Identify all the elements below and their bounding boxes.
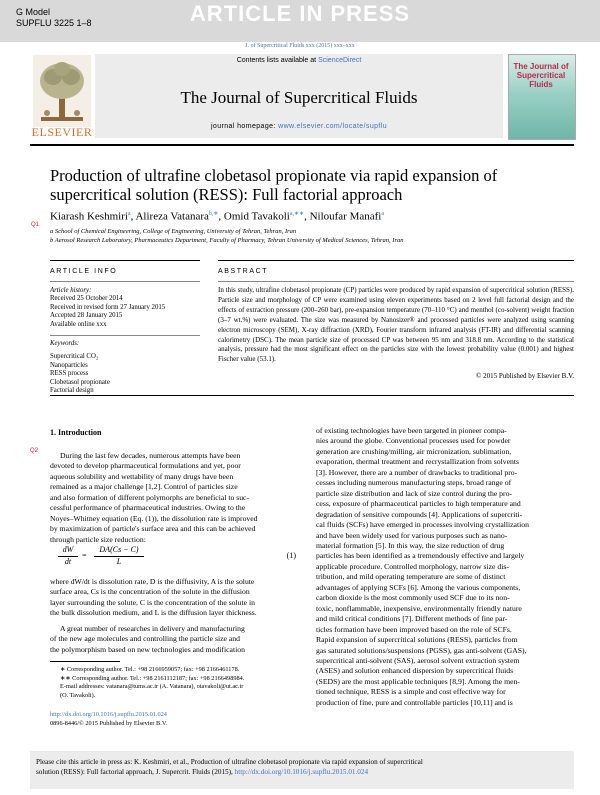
header-rule: [30, 144, 574, 146]
introduction-heading: 1. Introduction: [50, 428, 102, 437]
body-line: Rapid expansion of supercritical solutions (RESS), particles from: [316, 635, 518, 645]
body-line: applicable procedure. Controlled morphology, narrow size dis-: [316, 561, 509, 571]
body-line: tioned technique, RESS is a simple and cost effective way for: [316, 687, 506, 697]
banner-title: ARTICLE IN PRESS: [189, 1, 411, 26]
query-marker-q1[interactable]: Q1: [31, 222, 40, 228]
equation-rhs-num: DA(Cs − C): [99, 545, 139, 554]
equation-number: (1): [286, 551, 296, 560]
keyword: Factorial design: [50, 387, 94, 395]
body-line: cess, exposure of pharmaceutical particles to high temperature and: [316, 499, 521, 509]
equation-lhs-den: dt: [64, 557, 72, 566]
body-line: of existing technologies have been targeted in pioneer compa-: [316, 426, 507, 435]
noyes-whitney-equation: dW dt = DA(Cs − C) L (1): [50, 545, 296, 571]
citation-text: [36, 757, 568, 777]
body-line: cesses including numerous manufacturing steps, broad range of: [316, 478, 512, 488]
article-info-heading: ARTICLE INFO: [50, 268, 118, 275]
body-line: generation are crushing/milling, air micronization, sublimation,: [316, 446, 512, 456]
body-line: the polymorphism based on new technologies and modification: [50, 644, 245, 654]
footnote-rule: [50, 661, 120, 662]
body-line: During the last few decades, numerous attempts have been: [60, 451, 241, 460]
history-item: Accepted 28 January 2015: [50, 312, 123, 320]
body-line: cal fluids (SCFs) have emerged in processes involving crystallization: [316, 520, 529, 530]
query-marker-q2[interactable]: Q2: [30, 448, 39, 454]
keywords: [50, 340, 200, 395]
author-list: Kiarash Keshmiri$^a$, Alireza Vatanara$^{b,∗}$, Omid Tavakoli$^{a,∗∗}$, Niloufar Manafi$^a$: [50, 210, 385, 223]
equation-lhs-num: dW: [62, 545, 74, 554]
body-line: [3]. However, there are a number of drawbacks to traditional pro-: [316, 467, 518, 477]
body-line: and mild critical conditions [7]. Different methods of fine par-: [316, 614, 508, 624]
author-affil-marker[interactable]: a: [127, 211, 131, 217]
history-label: Article history:: [50, 287, 92, 294]
journal-homepage: [95, 123, 503, 130]
footnote-line: (O. Tavakoli).: [60, 691, 96, 699]
body-line: Noyes–Whitney equation (Eq. (1)), the dissolution rate is improved: [50, 513, 258, 523]
affiliation: a School of Chemical Engineering, College of Engineering, University of Tehran, Tehran, Iran: [50, 228, 297, 235]
keyword: RESS process: [50, 370, 89, 378]
footnote-line: ∗ Corresponding author. Tel.: +98 2166959057; fax: +98 2166461178.: [60, 666, 240, 673]
author-name[interactable]: Kiarash Keshmiri: [50, 210, 128, 223]
author-name[interactable]: Alireza Vatanara: [135, 210, 209, 223]
body-line: evaporation, thermal treatment and recrystallization from solvents: [316, 457, 520, 467]
history-item: Received 25 October 2014: [50, 295, 123, 303]
body-line: layer surrounding the solute, C is the concentration of the solute in: [50, 597, 255, 607]
body-line: by maximization of particle's surface area and this can be achieved: [50, 524, 256, 534]
gmodel-text: G Model: [16, 7, 51, 17]
body-line: tribution, and mild operating temperature are some of distinct: [316, 572, 506, 582]
body-line: and also formation of different polymorphs are beneficial to suc-: [50, 492, 250, 502]
journal-reference[interactable]: J. of Supercritical Fluids xxx (2015) xxx–xxx: [245, 43, 355, 49]
doi-link[interactable]: http://dx.doi.org/10.1016/j.supflu.2015.01.024: [50, 711, 167, 718]
article-history: [50, 287, 200, 329]
elsevier-tree-icon: [33, 55, 91, 131]
abstract-heading: ABSTRACT: [218, 268, 269, 275]
gmodel-code: SUPFLU 3225 1–8: [16, 18, 92, 28]
body-line: advantages of applying SCFs [6]. Among the various components,: [316, 582, 521, 592]
abstract-copyright: © 2015 Published by Elsevier B.V.: [476, 372, 574, 380]
contents-prefix: Contents lists available at: [236, 57, 317, 64]
issn-line: 0896-8446/© 2015 Published by Elsevier B.V.: [50, 719, 168, 727]
body-line: the bulk dissolution medium, and L is the diffusion layer thickness.: [50, 608, 257, 618]
article-info-top-rule: [50, 260, 200, 261]
body-line: material formation [5]. In this way, the size reduction of drug: [316, 540, 505, 550]
body-line: (ASES) and solution enhanced dispersion by supercritical fluids: [316, 666, 514, 676]
body-line: nies around the globe. Conventional processes used for powder: [316, 436, 511, 446]
doi-block: [50, 711, 296, 728]
body-line: of the new age molecules and controlling the particle size and: [50, 634, 240, 644]
body-line: devoted to develop pharmaceutical formulations and yet, poor: [50, 461, 241, 471]
article-title: Production of ultrafine clobetasol propionate via rapid expansion of supercritical solution (RESS): Full factorial approach: [50, 166, 498, 204]
author-affil-marker[interactable]: a: [381, 211, 385, 217]
citation-line-2: solution (RESS): Full factorial approach, J. Supercrit. Fluids (2015),: [36, 768, 233, 776]
body-line: toxic, nonflammable, inexpensive, environmentally friendly nature: [316, 603, 522, 613]
keyword: Clobetasol propionate: [50, 378, 110, 386]
keywords-label: Keywords:: [50, 340, 80, 347]
body-line: cessful performance of pharmaceutical industries. Owing to the: [50, 503, 246, 513]
intro-left-column: [50, 451, 296, 545]
footnotes: [60, 666, 296, 700]
body-line: degradation of sensitive compounds [4]. Applications of supercriti-: [316, 509, 523, 519]
author-name[interactable]: Omid Tavakoli: [223, 210, 290, 223]
body-line: through particle size reduction:: [50, 534, 146, 544]
footnote-line: ∗∗ Corresponding author. Tel.: +98 2161112187; fax: +98 2166498984.: [60, 674, 245, 682]
affiliation: b Aerosol Research Laboratory, Pharmaceutics Department, Faculty of Pharmacy, Tehran University of Medical Sciences, Tehran, Iran: [50, 237, 404, 244]
intro-right-column: [316, 426, 574, 708]
body-line: supercritical anti-solvent (SAS), aerosol solvent extraction system: [316, 655, 520, 665]
body-line: particle size distribution and lack of size control during the pro-: [316, 488, 512, 498]
homepage-link[interactable]: www.elsevier.com/locate/supflu: [278, 123, 388, 130]
intro-left-column-continued: [50, 577, 296, 655]
body-line: (SEDS) are the most applicable techniques [8,9]. Among the men-: [316, 676, 520, 686]
citation-line-1: Please cite this article in press as: K. Keshmiri, et al., Production of ultrafine clobetasol propionate via rapid expansion of supercritical: [36, 758, 423, 766]
body-line: remained as a major challenge [1,2]. Control of particles size: [50, 482, 238, 492]
body-line: gas saturated solutions/suspensions (PGSS), gas anti-solvent (GAS),: [316, 645, 527, 655]
journal-title: The Journal of Supercritical Fluids: [180, 88, 418, 107]
author-affil-marker[interactable]: a,∗∗: [289, 211, 305, 217]
abstract-text: In this study, ultrafine clobetasol propionate (CP) particles were produced by rapid expansion of supercritical solution (RESS). Particle size and morphology of CP were examined using eleven experiments based on 2 level full factorial design and the effects of extraction pressure (200–260 bar), pre-expansion temperature (70–110 °C) and menthol (co-solvent) weight fraction (3–7 wt.%) were evaluated. The size was measured by Nanosizer® and processed particles were analyzed using scanning electron microscopy (SEM), X-ray diffraction (XRD), Fourier transform infrared analysis (FT-IR) and differential scanning calorimetry (DSC). The mean particle size of processed CP was between 95 nm and 318.8 nm. According to the statistical analysis, pressure had the most significant effect on the particles size with the lowest probability value (0.001) and highest Fischer value (53.1).: [218, 286, 574, 364]
body-line: particles has been identified as a tremendously effective and largely: [316, 551, 525, 561]
abstract-top-rule: [218, 260, 574, 261]
keyword: Supercritical CO₂: [50, 353, 99, 361]
sciencedirect-link[interactable]: ScienceDirect: [318, 57, 362, 64]
body-line: ticles formation have been improved based on the role of SCFs.: [316, 624, 512, 634]
homepage-label: journal homepage:: [210, 123, 276, 130]
body-line: production of fine, pure and controllable particles [10,11] and is: [316, 697, 513, 707]
equation-rhs-den: L: [116, 557, 122, 566]
cover-title: The Journal of Supercritical Fluids: [513, 62, 569, 89]
article-info-divider: [50, 281, 200, 282]
body-line: carbon dioxide is the most commonly used SCF due to its non-: [316, 593, 510, 603]
abstract-bottom-rule: [50, 395, 574, 396]
body-line: surface area, Cs is the concentration of the solute in the diffusion: [50, 587, 250, 597]
abstract-divider: [218, 281, 574, 282]
history-item: Available online xxx: [50, 320, 107, 328]
body-line: aqueous solubility and wettability of many drugs have been: [50, 471, 234, 481]
history-item: Received in revised form 27 January 2015: [50, 303, 166, 311]
body-line: where dW/dt is dissolution rate, D is the diffusivity, A is the solute: [50, 577, 255, 586]
keyword: Nanoparticles: [50, 361, 88, 369]
body-line: and have been widely used for various purposes such as nano-: [316, 530, 508, 540]
footnote-line[interactable]: E-mail addresses: vatanara@tums.ac.ir (A. Vatanara), otavakoli@ut.ac.ir: [60, 683, 244, 690]
contents-line: [95, 57, 503, 64]
author-affil-marker[interactable]: b,∗: [208, 211, 219, 217]
body-line: A great number of researches in delivery and manufacturing: [60, 623, 245, 633]
author-name[interactable]: Niloufar Manafi: [309, 210, 382, 223]
publisher-wordmark[interactable]: ELSEVIER: [31, 125, 93, 139]
keywords-divider: [50, 335, 200, 336]
citation-doi-link[interactable]: http://dx.doi.org/10.1016/j.supflu.2015.01.024: [234, 768, 369, 776]
